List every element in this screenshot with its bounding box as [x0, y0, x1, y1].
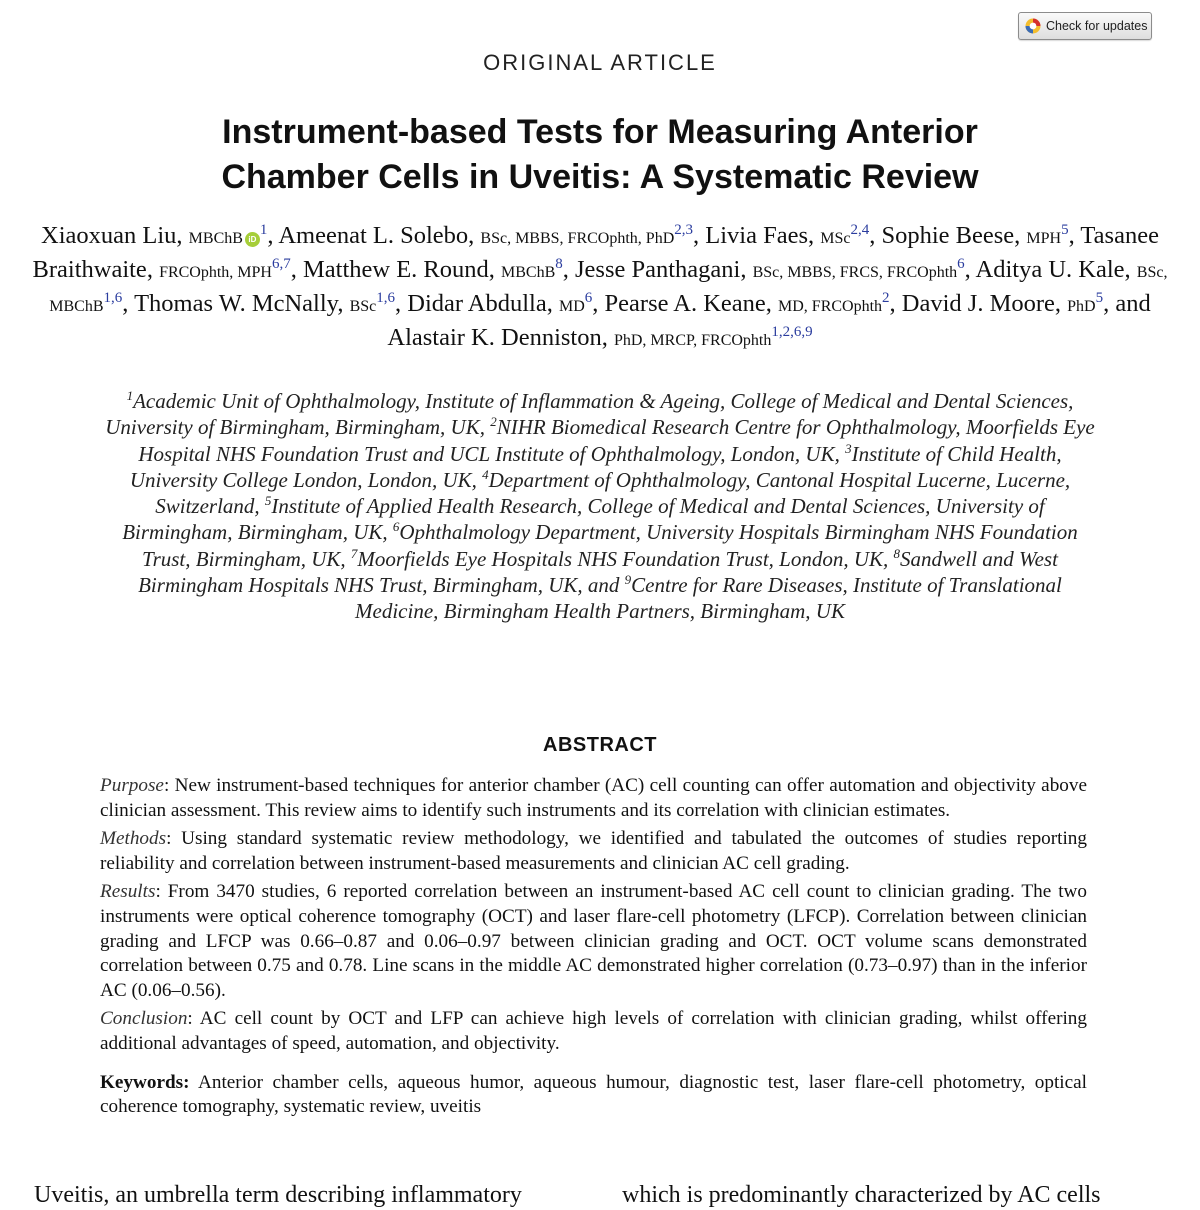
author-name: Alastair K. Denniston	[387, 324, 602, 351]
affiliation-number: 3	[845, 440, 852, 456]
conclusion-text: : AC cell count by OCT and LFP can achieve high levels of correlation with clinician grading, whilst offering additional advantages of speed, automation, and objectivity.	[100, 1008, 1087, 1054]
affiliation-text: Ophthalmology Department, University Hospitals Birmingham NHS Foundation Trust, Birmingham, UK,	[142, 520, 1078, 571]
results-text: : From 3470 studies, 6 reported correlation between an instrument-based AC cell count to clinician grading. The two instruments were optical coherence tomography (OCT) and laser flare-cell photometry (LFCP). Correlation between clinician grading and LFCP was 0.66–0.87 and 0.06–0.97 between clinician grading and OCT. OCT volume scans demonstrated correlation between 0.75 and 0.78. Line scans in the middle AC demonstrated higher correlation (0.73–0.97) than in the inferior AC (0.06–0.56).	[100, 881, 1087, 1001]
keywords-label: Keywords:	[100, 1071, 190, 1093]
affiliation-link[interactable]: 2,3	[674, 222, 693, 238]
affiliation-link[interactable]: 6	[957, 256, 965, 272]
results-label: Results	[100, 881, 156, 903]
author: David J. Moore, PhD$^5$, and	[901, 290, 1151, 317]
author-name: Tasanee Braithwaite	[32, 222, 1159, 283]
affiliation-text: NIHR Biomedical Research Centre for Ophthalmology, Moorfields Eye Hospital NHS Foundation Trust and UCL Institute of Ophthalmology, London, UK,	[138, 415, 1095, 466]
conclusion-label: Conclusion	[100, 1008, 188, 1030]
author: Didar Abdulla, $MD^6$,	[407, 290, 605, 317]
affiliation-text: Department of Ophthalmology, Cantonal Hospital Lucerne, Lucerne, Switzerland,	[155, 467, 1071, 519]
author: Livia Faes, MSc$^{2,4}$,	[705, 222, 882, 249]
article-title	[60, 110, 1140, 200]
author-name: Ameenat L. Solebo	[278, 222, 469, 249]
affiliation-link[interactable]: 1	[259, 222, 268, 238]
author-degrees: MSc	[820, 230, 851, 247]
keywords	[100, 1071, 1087, 1120]
author: Jesse Panthagani, BSc, MBBS, FRCS, FRCOphth$^6$,	[575, 256, 976, 283]
affiliation-link[interactable]: 2	[882, 290, 890, 306]
affiliation-link[interactable]: 1,6	[376, 290, 395, 306]
affiliation-number: 5	[264, 493, 272, 509]
affiliation-link[interactable]: 1,6	[103, 290, 123, 306]
purpose-label: Purpose	[100, 775, 164, 796]
check-for-updates-button[interactable]	[1018, 12, 1152, 40]
author-name: Livia Faes	[705, 222, 808, 249]
affiliation-text: Moorfields Eye Hospitals NHS Foundation Trust, London, UK,	[357, 546, 894, 571]
author-name: Xiaoxuan Liu	[41, 222, 177, 249]
affiliation-text: Academic Unit of Ophthalmology, Institute of Inflammation & Ageing, College of Medical and Dental Sciences, University of Birmingham, Birmingham, UK,	[105, 389, 1074, 440]
affiliation-number: 9	[624, 572, 632, 588]
author: Pearse A. Keane, MD, FRCOphth$^2$,	[604, 290, 902, 317]
body-text-right-column: which is predominantly characterized by AC cells	[622, 1182, 1101, 1208]
author-name: Matthew E. Round	[302, 256, 489, 283]
abstract-heading: ABSTRACT	[543, 734, 657, 756]
abstract-conclusion	[100, 1007, 1087, 1056]
affiliation-text: Institute of Applied Health Research, College of Medical and Dental Sciences, University of Birmingham, Birmingham, UK,	[122, 494, 1045, 545]
crossmark-icon	[1025, 18, 1041, 34]
affiliation-number: 7	[350, 545, 358, 561]
methods-text: : Using standard systematic review methodology, we identified and tabulated the outcomes of studies reporting reliability and correlation between instrument-based measurements and clinician AC cell grading.	[100, 828, 1087, 874]
author-name: Didar Abdulla	[407, 290, 547, 317]
affiliation-link[interactable]: 6,7	[271, 256, 291, 272]
author-degrees: BSc	[349, 298, 377, 315]
author-degrees: BSc, MBChB	[49, 264, 1168, 315]
affiliation-number: 6	[392, 519, 400, 535]
affiliation-text: Centre for Rare Diseases, Institute of Translational Medicine, Birmingham Health Partners, Birmingham, UK	[355, 573, 1062, 624]
author-name: Sophie Beese	[881, 222, 1015, 249]
author: Aditya U. Kale, BSc, MBChB$^{1,6}$,	[49, 256, 1168, 317]
author-degrees: MPH	[1026, 230, 1062, 247]
article-type: ORIGINAL ARTICLE	[483, 50, 717, 75]
methods-label: Methods	[100, 828, 167, 850]
affiliation-link[interactable]: 1,2,6,9	[771, 324, 813, 340]
body-text-left-column: Uveitis, an umbrella term describing inflammatory	[34, 1182, 522, 1208]
affiliation-text: Institute of Child Health, University College London, London, UK,	[129, 441, 1062, 492]
author-degrees: MBChB	[501, 264, 556, 281]
author-name: David J. Moore	[901, 290, 1055, 317]
affiliation-text: Sandwell and West Birmingham Hospitals NHS Trust, Birmingham, UK, and	[138, 546, 1058, 598]
affiliation-link[interactable]: 8	[555, 256, 563, 272]
author-degrees: BSc, MBBS, FRCOphth, PhD	[480, 230, 675, 247]
affiliation-link[interactable]: 5	[1061, 222, 1069, 238]
author: Alastair K. Denniston, PhD, MRCP, FRCOphth$^{1,2,6,9}$	[387, 324, 813, 351]
author-name: Thomas W. McNally	[134, 290, 338, 317]
author-degrees: BSc, MBBS, FRCS, FRCOphth	[752, 264, 958, 281]
author-degrees: MBChB	[188, 230, 243, 247]
author-degrees: MD	[559, 298, 585, 315]
orcid-icon[interactable]: iD	[245, 232, 260, 247]
author: Ameenat L. Solebo, BSc, MBBS, FRCOphth, PhD$^{2,3}$,	[278, 222, 706, 249]
author: Sophie Beese, MPH$^5$,	[881, 222, 1081, 249]
author-name: Jesse Panthagani	[575, 256, 741, 283]
abstract-purpose	[100, 774, 1087, 823]
affiliation-link[interactable]: 5	[1095, 290, 1104, 306]
author: Xiaoxuan Liu, MBChB $iD^1$,	[41, 222, 279, 249]
author-degrees: MD, FRCOphth	[778, 298, 883, 315]
purpose-text: : New instrument-based techniques for anterior chamber (AC) cell counting can offer automation and objectivity above clinician assessment. This review aims to identify such instruments and its correlation with clinician estimates.	[100, 775, 1087, 821]
affiliation-number: 2	[490, 414, 497, 430]
title-line-2: Chamber Cells in Uveitis: A Systematic Review	[221, 158, 979, 196]
affiliation-number: 4	[482, 466, 489, 482]
affiliation-number: 1	[126, 388, 134, 403]
author-degrees: FRCOphth, MPH	[159, 264, 272, 281]
author-degrees: PhD	[1067, 298, 1096, 315]
abstract-methods	[100, 827, 1087, 876]
author-name: Pearse A. Keane	[604, 290, 766, 317]
check-for-updates-label: Check for updates	[1046, 19, 1148, 33]
affiliation-number: 8	[893, 545, 901, 561]
affiliation-link[interactable]: 6	[584, 290, 593, 306]
abstract-results	[100, 880, 1087, 1003]
author: Tasanee Braithwaite, FRCOphth, MPH$^{6,7}$,	[32, 222, 1159, 283]
author-list	[30, 220, 1170, 356]
affiliation-link[interactable]: 2,4	[850, 222, 870, 238]
author-degrees: PhD, MRCP, FRCOphth	[613, 332, 772, 349]
affiliations	[100, 388, 1100, 625]
author: Thomas W. McNally, BSc$^{1,6}$,	[134, 290, 408, 317]
author: Matthew E. Round, MBChB$^8$,	[302, 256, 576, 283]
abstract	[100, 774, 1087, 1124]
keywords-text: Anterior chamber cells, aqueous humor, aqueous humour, diagnostic test, laser flare-cell photometry, optical coherence tomography, systematic review, uveitis	[100, 1071, 1087, 1118]
author-name: Aditya U. Kale	[975, 256, 1125, 283]
title-line-1: Instrument-based Tests for Measuring Anterior	[222, 113, 978, 151]
